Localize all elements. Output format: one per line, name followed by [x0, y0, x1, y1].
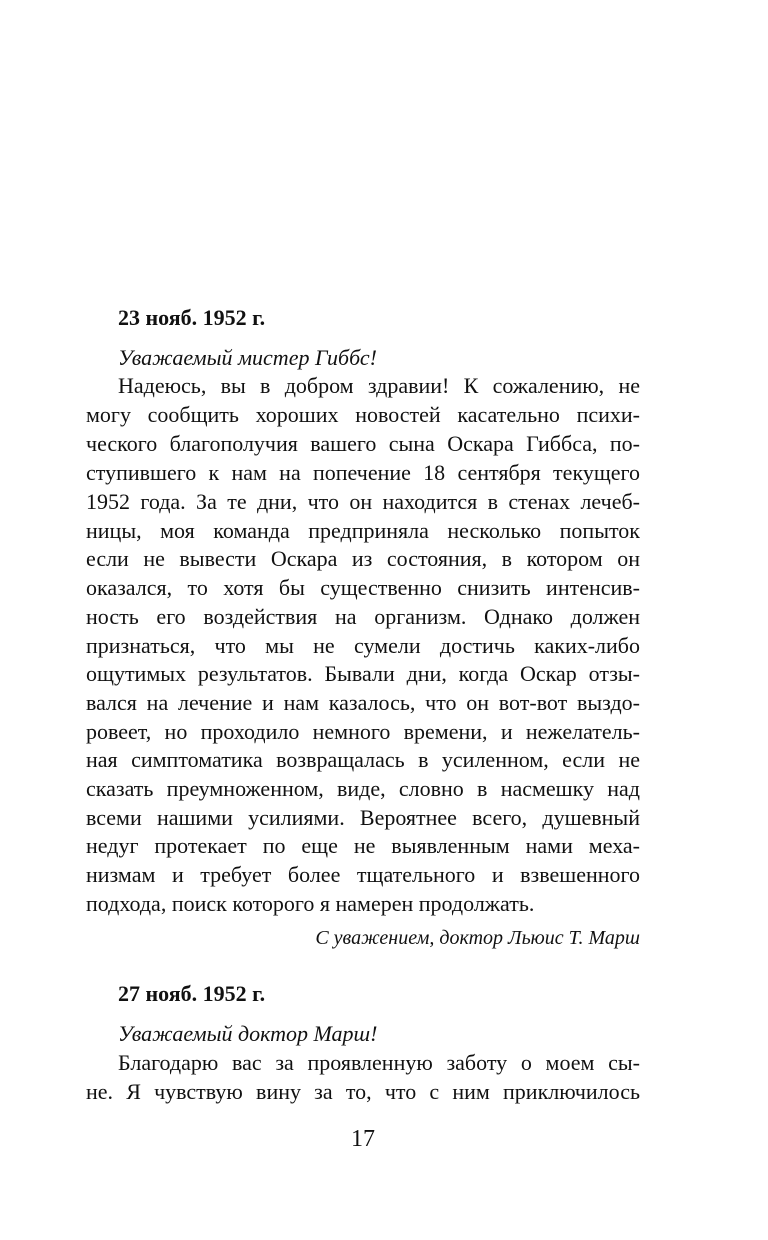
page-number: 17 — [351, 1126, 375, 1152]
body-line: ровеет, но проходило немного времени, и нежелатель- — [86, 719, 640, 744]
book-page — [86, 0, 640, 1240]
body-line: недуг протекает по еще не выявленным нами меха- — [86, 833, 640, 858]
body-line: признаться, что мы не сумели достичь каких-либо — [86, 633, 640, 658]
body-line: ницы, моя команда предприняла несколько попыток — [86, 518, 640, 543]
body-line: ная симптоматика возвращалась в усиленном, если не — [86, 747, 640, 772]
body-line: вался на лечение и нам казалось, что он вот-вот выздо- — [86, 690, 640, 715]
body-line: всеми нашими усилиями. Вероятнее всего, душевный — [86, 805, 640, 830]
body-line: Благодарю вас за проявленную заботу о моем сы- — [118, 1050, 640, 1075]
body-line: ность его воздействия на организм. Однако должен — [86, 604, 640, 629]
body-line: ощутимых результатов. Бывали дни, когда Оскар отзы- — [86, 661, 640, 686]
letter-signature: С уважением, доктор Льюис Т. Марш — [315, 927, 640, 949]
body-line: могу сообщить хороших новостей касательно психи- — [86, 402, 640, 427]
letter-date: 27 нояб. 1952 г. — [118, 981, 266, 1006]
body-line: сказать преумноженном, виде, словно в насмешку над — [86, 776, 640, 801]
body-line: не. Я чувствую вину за то, что с ним приключилось — [86, 1079, 640, 1104]
body-line: если не вывести Оскара из состояния, в котором он — [86, 546, 640, 571]
body-line: 1952 года. За те дни, что он находится в стенах лечеб- — [86, 489, 640, 514]
letter-salutation: Уважаемый доктор Марш! — [118, 1021, 378, 1046]
body-line: Надеюсь, вы в добром здравии! К сожалению, не — [118, 373, 640, 398]
body-line: ступившего к нам на попечение 18 сентября текущего — [86, 460, 640, 485]
letter-salutation: Уважаемый мистер Гиббс! — [118, 345, 377, 370]
body-line: оказался, то хотя бы существенно снизить интенсив- — [86, 575, 640, 600]
body-line: низмам и требует более тщательного и взвешенного — [86, 862, 640, 887]
body-line: ческого благополучия вашего сына Оскара Гиббса, по- — [86, 431, 640, 456]
body-line: подхода, поиск которого я намерен продолжать. — [86, 891, 535, 916]
letter-date: 23 нояб. 1952 г. — [118, 305, 266, 330]
